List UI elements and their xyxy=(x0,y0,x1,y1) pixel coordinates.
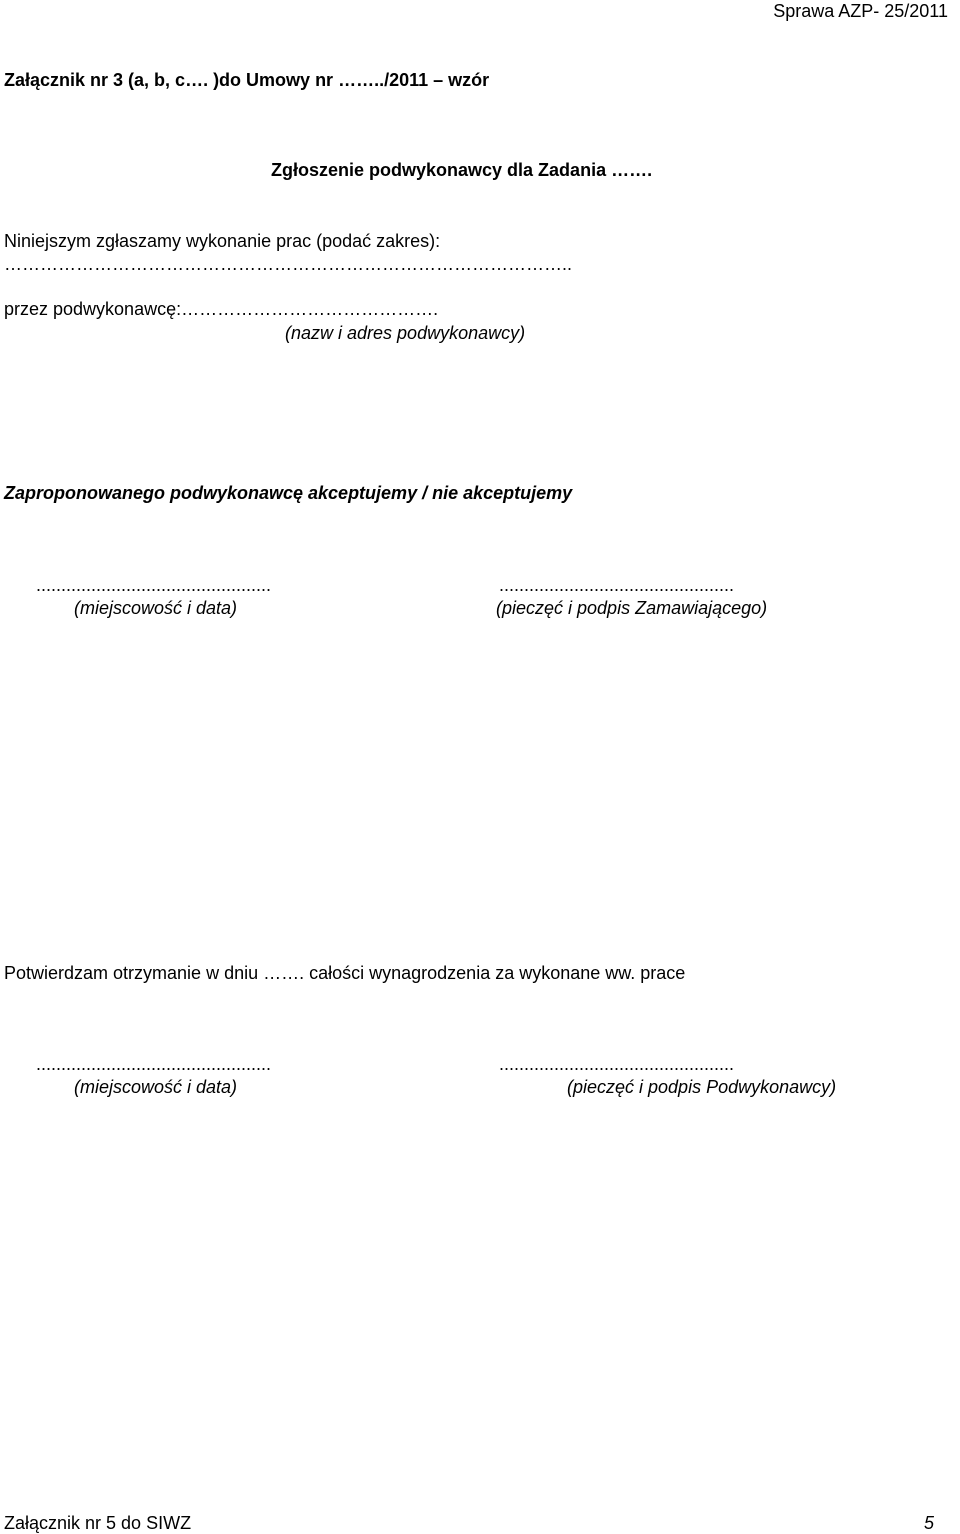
footer-page-number: 5 xyxy=(924,1513,935,1533)
sign2-left-dots: ............................................... xyxy=(36,1054,272,1074)
annex-title: Załącznik nr 3 (a, b, c…. )do Umowy nr ……../2011 – wzór xyxy=(4,70,490,90)
sign1-left-label: (miejscowość i data) xyxy=(74,598,238,618)
intro-text: Niniejszym zgłaszamy wykonanie prac (podać zakres): xyxy=(4,231,441,251)
sign2-right-label: (pieczęć i podpis Podwykonawcy) xyxy=(567,1077,837,1097)
document-heading: Zgłoszenie podwykonawcy dla Zadania ……. xyxy=(271,160,653,180)
sign1-right-label: (pieczęć i podpis Zamawiającego) xyxy=(496,598,768,618)
case-reference: Sprawa AZP- 25/2011 xyxy=(773,1,948,21)
scope-dotted-line: ………………………………………………………………………………….. xyxy=(4,254,573,274)
sign1-right-dots: ............................................... xyxy=(499,575,735,595)
sign2-left-label: (miejscowość i data) xyxy=(74,1077,238,1097)
confirmation-statement: Potwierdzam otrzymanie w dniu ……. całości wynagrodzenia za wykonane ww. prace xyxy=(4,963,686,983)
subcontractor-label: przez podwykonawcę:……………………………………. xyxy=(4,299,439,319)
sign2-right-dots: ............................................... xyxy=(499,1054,735,1074)
sign1-left-dots: ............................................... xyxy=(36,575,272,595)
decision-statement: Zaproponowanego podwykonawcę akceptujemy / nie akceptujemy xyxy=(4,483,573,503)
footer-label: Załącznik nr 5 do SIWZ xyxy=(4,1513,192,1533)
subcontractor-hint: (nazw i adres podwykonawcy) xyxy=(285,323,526,343)
